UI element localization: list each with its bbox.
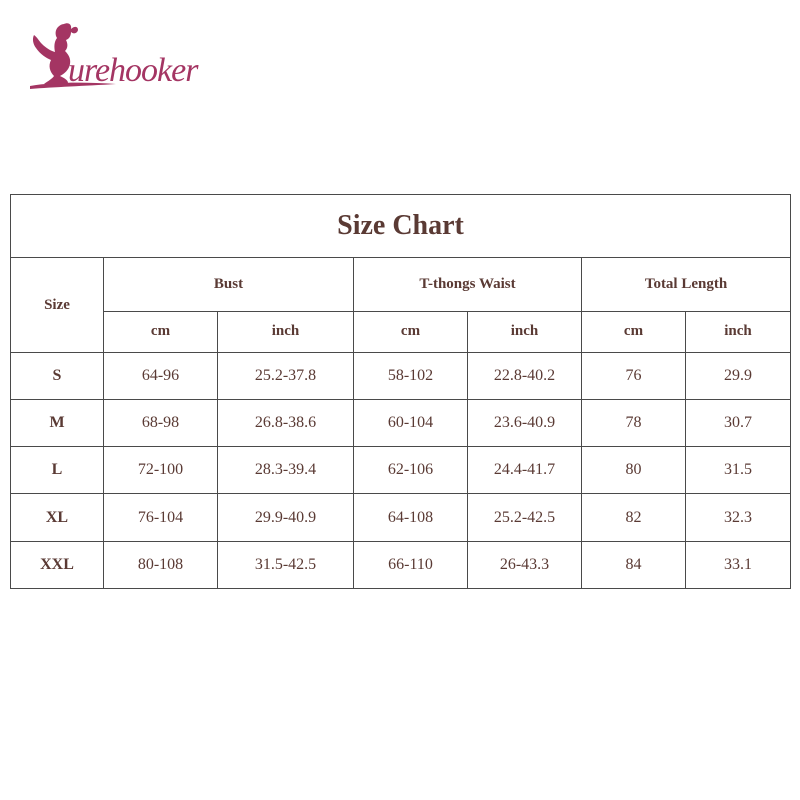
brand-logo <box>24 20 206 94</box>
size-column-header: Size <box>11 258 104 352</box>
table-row <box>11 541 791 588</box>
table-cell: 68-98 <box>104 400 218 447</box>
table-cell: 22.8-40.2 <box>468 352 582 399</box>
table-row <box>11 352 791 399</box>
table-cell: 24.4-41.7 <box>468 447 582 494</box>
table-title: Size Chart <box>11 195 791 258</box>
table-cell: 23.6-40.9 <box>468 400 582 447</box>
table-cell: 72-100 <box>104 447 218 494</box>
table-cell: 33.1 <box>686 541 791 588</box>
table-cell: 80 <box>582 447 686 494</box>
unit-header-waist-inch: inch <box>468 311 582 352</box>
table-row <box>11 400 791 447</box>
table-cell: 64-96 <box>104 352 218 399</box>
table-cell: 31.5-42.5 <box>218 541 354 588</box>
table-cell: 26.8-38.6 <box>218 400 354 447</box>
table-cell: 60-104 <box>354 400 468 447</box>
unit-header-waist-cm: cm <box>354 311 468 352</box>
unit-header-bust-inch: inch <box>218 311 354 352</box>
size-label: XXL <box>11 541 104 588</box>
length-group-header: Total Length <box>582 258 791 311</box>
size-chart-table <box>10 194 791 589</box>
waist-group-header: T-thongs Waist <box>354 258 582 311</box>
size-label: S <box>11 352 104 399</box>
table-cell: 29.9 <box>686 352 791 399</box>
unit-header-bust-cm: cm <box>104 311 218 352</box>
table-row <box>11 447 791 494</box>
table-cell: 25.2-37.8 <box>218 352 354 399</box>
table-cell: 25.2-42.5 <box>468 494 582 541</box>
bust-group-header: Bust <box>104 258 354 311</box>
table-cell: 29.9-40.9 <box>218 494 354 541</box>
table-cell: 84 <box>582 541 686 588</box>
table-cell: 62-106 <box>354 447 468 494</box>
table-cell: 82 <box>582 494 686 541</box>
table-row <box>11 494 791 541</box>
table-cell: 76 <box>582 352 686 399</box>
size-label: M <box>11 400 104 447</box>
size-label: L <box>11 447 104 494</box>
table-cell: 80-108 <box>104 541 218 588</box>
table-cell: 66-110 <box>354 541 468 588</box>
table-cell: 64-108 <box>354 494 468 541</box>
table-cell: 26-43.3 <box>468 541 582 588</box>
table-cell: 58-102 <box>354 352 468 399</box>
table-cell: 32.3 <box>686 494 791 541</box>
size-label: XL <box>11 494 104 541</box>
table-cell: 78 <box>582 400 686 447</box>
table-cell: 76-104 <box>104 494 218 541</box>
table-cell: 30.7 <box>686 400 791 447</box>
unit-header-length-inch: inch <box>686 311 791 352</box>
table-cell: 31.5 <box>686 447 791 494</box>
table-cell: 28.3-39.4 <box>218 447 354 494</box>
unit-header-length-cm: cm <box>582 311 686 352</box>
logo-wordmark: urehooker <box>68 52 198 89</box>
